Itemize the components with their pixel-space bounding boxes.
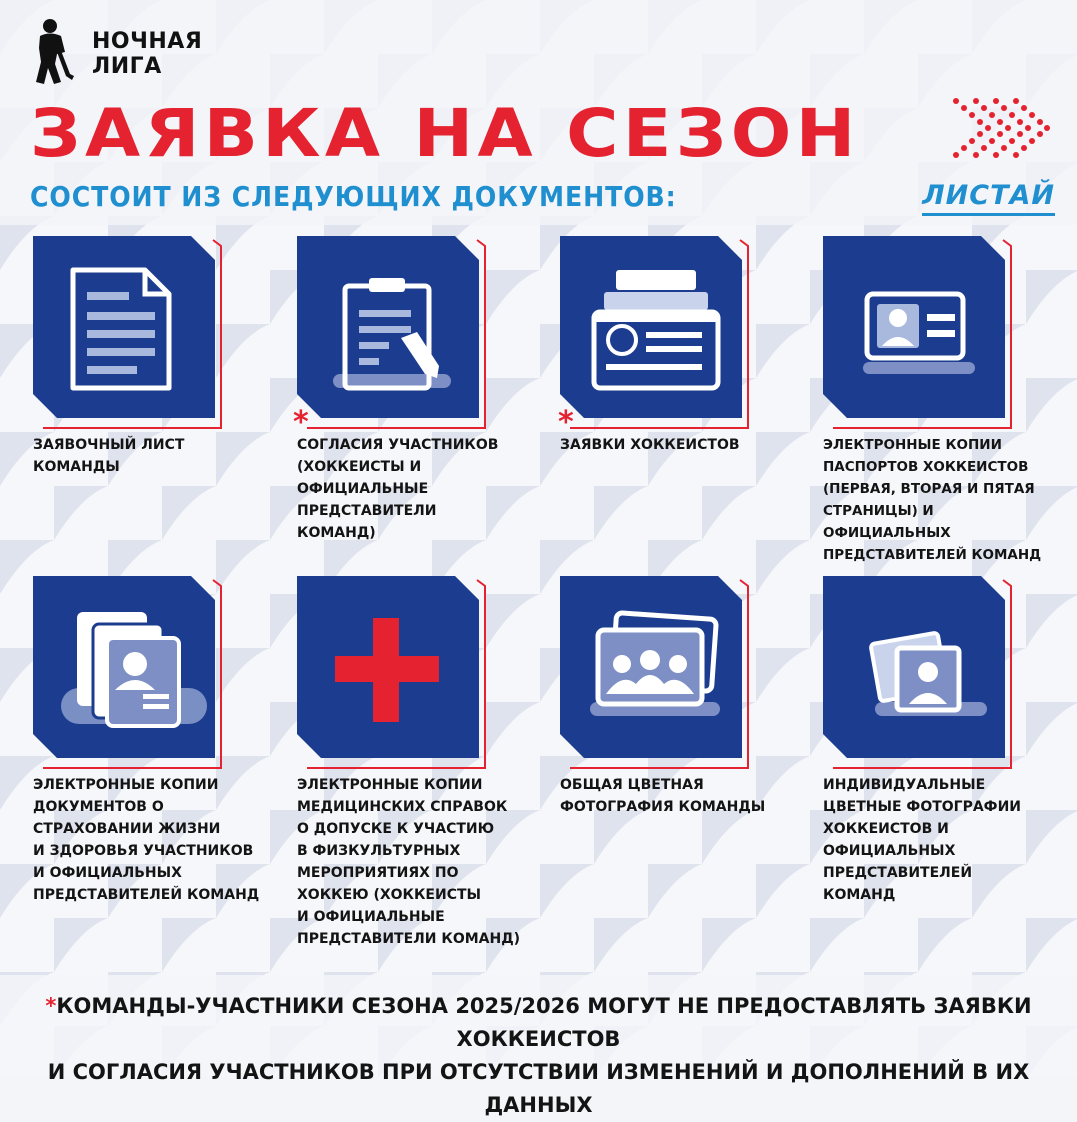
footnote-line-2: И СОГЛАСИЯ УЧАСТНИКОВ ПРИ ОТСУТСТВИИ ИЗМЕНЕНИЙ И ДОПОЛНЕНИЙ В ИХ ДАННЫХ [47,1060,1030,1117]
asterisk-mark: * [558,405,574,440]
document-label: СОГЛАСИЯ УЧАСТНИКОВ (ХОККЕИСТЫ И ОФИЦИАЛЬНЫЕ ПРЕДСТАВИТЕЛИ КОМАНД) [297,437,499,541]
hockey-player-icon [30,18,76,90]
chevron-arrows-icon [950,97,1050,159]
document-icon [33,236,233,436]
page-title: ЗАЯВКА НА СЕЗОН [30,95,860,172]
document-label: ОБЩАЯ ЦВЕТНАЯ ФОТОГРАФИЯ КОМАНДЫ [560,777,766,815]
document-label: ЭЛЕКТРОННЫЕ КОПИИ ДОКУМЕНТОВ О СТРАХОВАНИИ ЖИЗНИ И ЗДОРОВЬЯ УЧАСТНИКОВ И ОФИЦИАЛЬНЫХ ПРЕДСТАВИТЕЛЕЙ КОМАНД [33,777,260,903]
clipboard-pen-icon [297,236,497,436]
brand-logo [30,18,202,90]
page-subtitle: СОСТОИТ ИЗ СЛЕДУЮЩИХ ДОКУМЕНТОВ: [30,180,677,213]
asterisk-mark: * [293,405,309,440]
brand-line-1: НОЧНАЯ [92,29,203,54]
document-label: ЭЛЕКТРОННЫЕ КОПИИ ПАСПОРТОВ ХОККЕИСТОВ (ПЕРВАЯ, ВТОРАЯ И ПЯТАЯ СТРАНИЦЫ) И ОФИЦИАЛЬНЫХ ПРЕДСТАВИТЕЛЕЙ КОМАНД [823,437,1042,563]
footnote-asterisk: * [45,994,57,1018]
document-label: ИНДИВИДУАЛЬНЫЕ ЦВЕТНЫЕ ФОТОГРАФИИ ХОККЕИСТОВ И ОФИЦИАЛЬНЫХ ПРЕДСТАВИТЕЛЕЙ КОМАНД [823,777,1022,903]
id-cards-stack-icon [558,236,760,440]
footnote-line-1: КОМАНДЫ-УЧАСТНИКИ СЕЗОНА 2025/2026 МОГУТ НЕ ПРЕДОСТАВЛЯТЬ ЗАЯВКИ ХОККЕИСТОВ [56,994,1032,1051]
swipe-hint: ЛИСТАЙ [922,180,1055,216]
document-label: ЭЛЕКТРОННЫЕ КОПИИ МЕДИЦИНСКИХ СПРАВОК О ДОПУСКЕ К УЧАСТИЮ В ФИЗКУЛЬТУРНЫХ МЕРОПРИЯТИЯХ ПО ХОККЕЮ (ХОККЕИСТЫ И ОФИЦИАЛЬНЫЕ ПРЕДСТАВИТЕЛИ КОМАНД) [297,777,521,947]
document-label: ЗАЯВОЧНЫЙ ЛИСТ КОМАНДЫ [33,437,185,475]
individual-photos-icon [823,576,1023,776]
medical-cross-icon [297,576,497,776]
team-photo-icon [560,576,760,776]
brand-line-2: ЛИГА [92,54,162,79]
passport-icon [823,236,1023,436]
footnote [0,990,1077,1122]
document-label: ЗАЯВКИ ХОККЕИСТОВ [560,437,740,453]
insurance-documents-icon [33,576,233,776]
